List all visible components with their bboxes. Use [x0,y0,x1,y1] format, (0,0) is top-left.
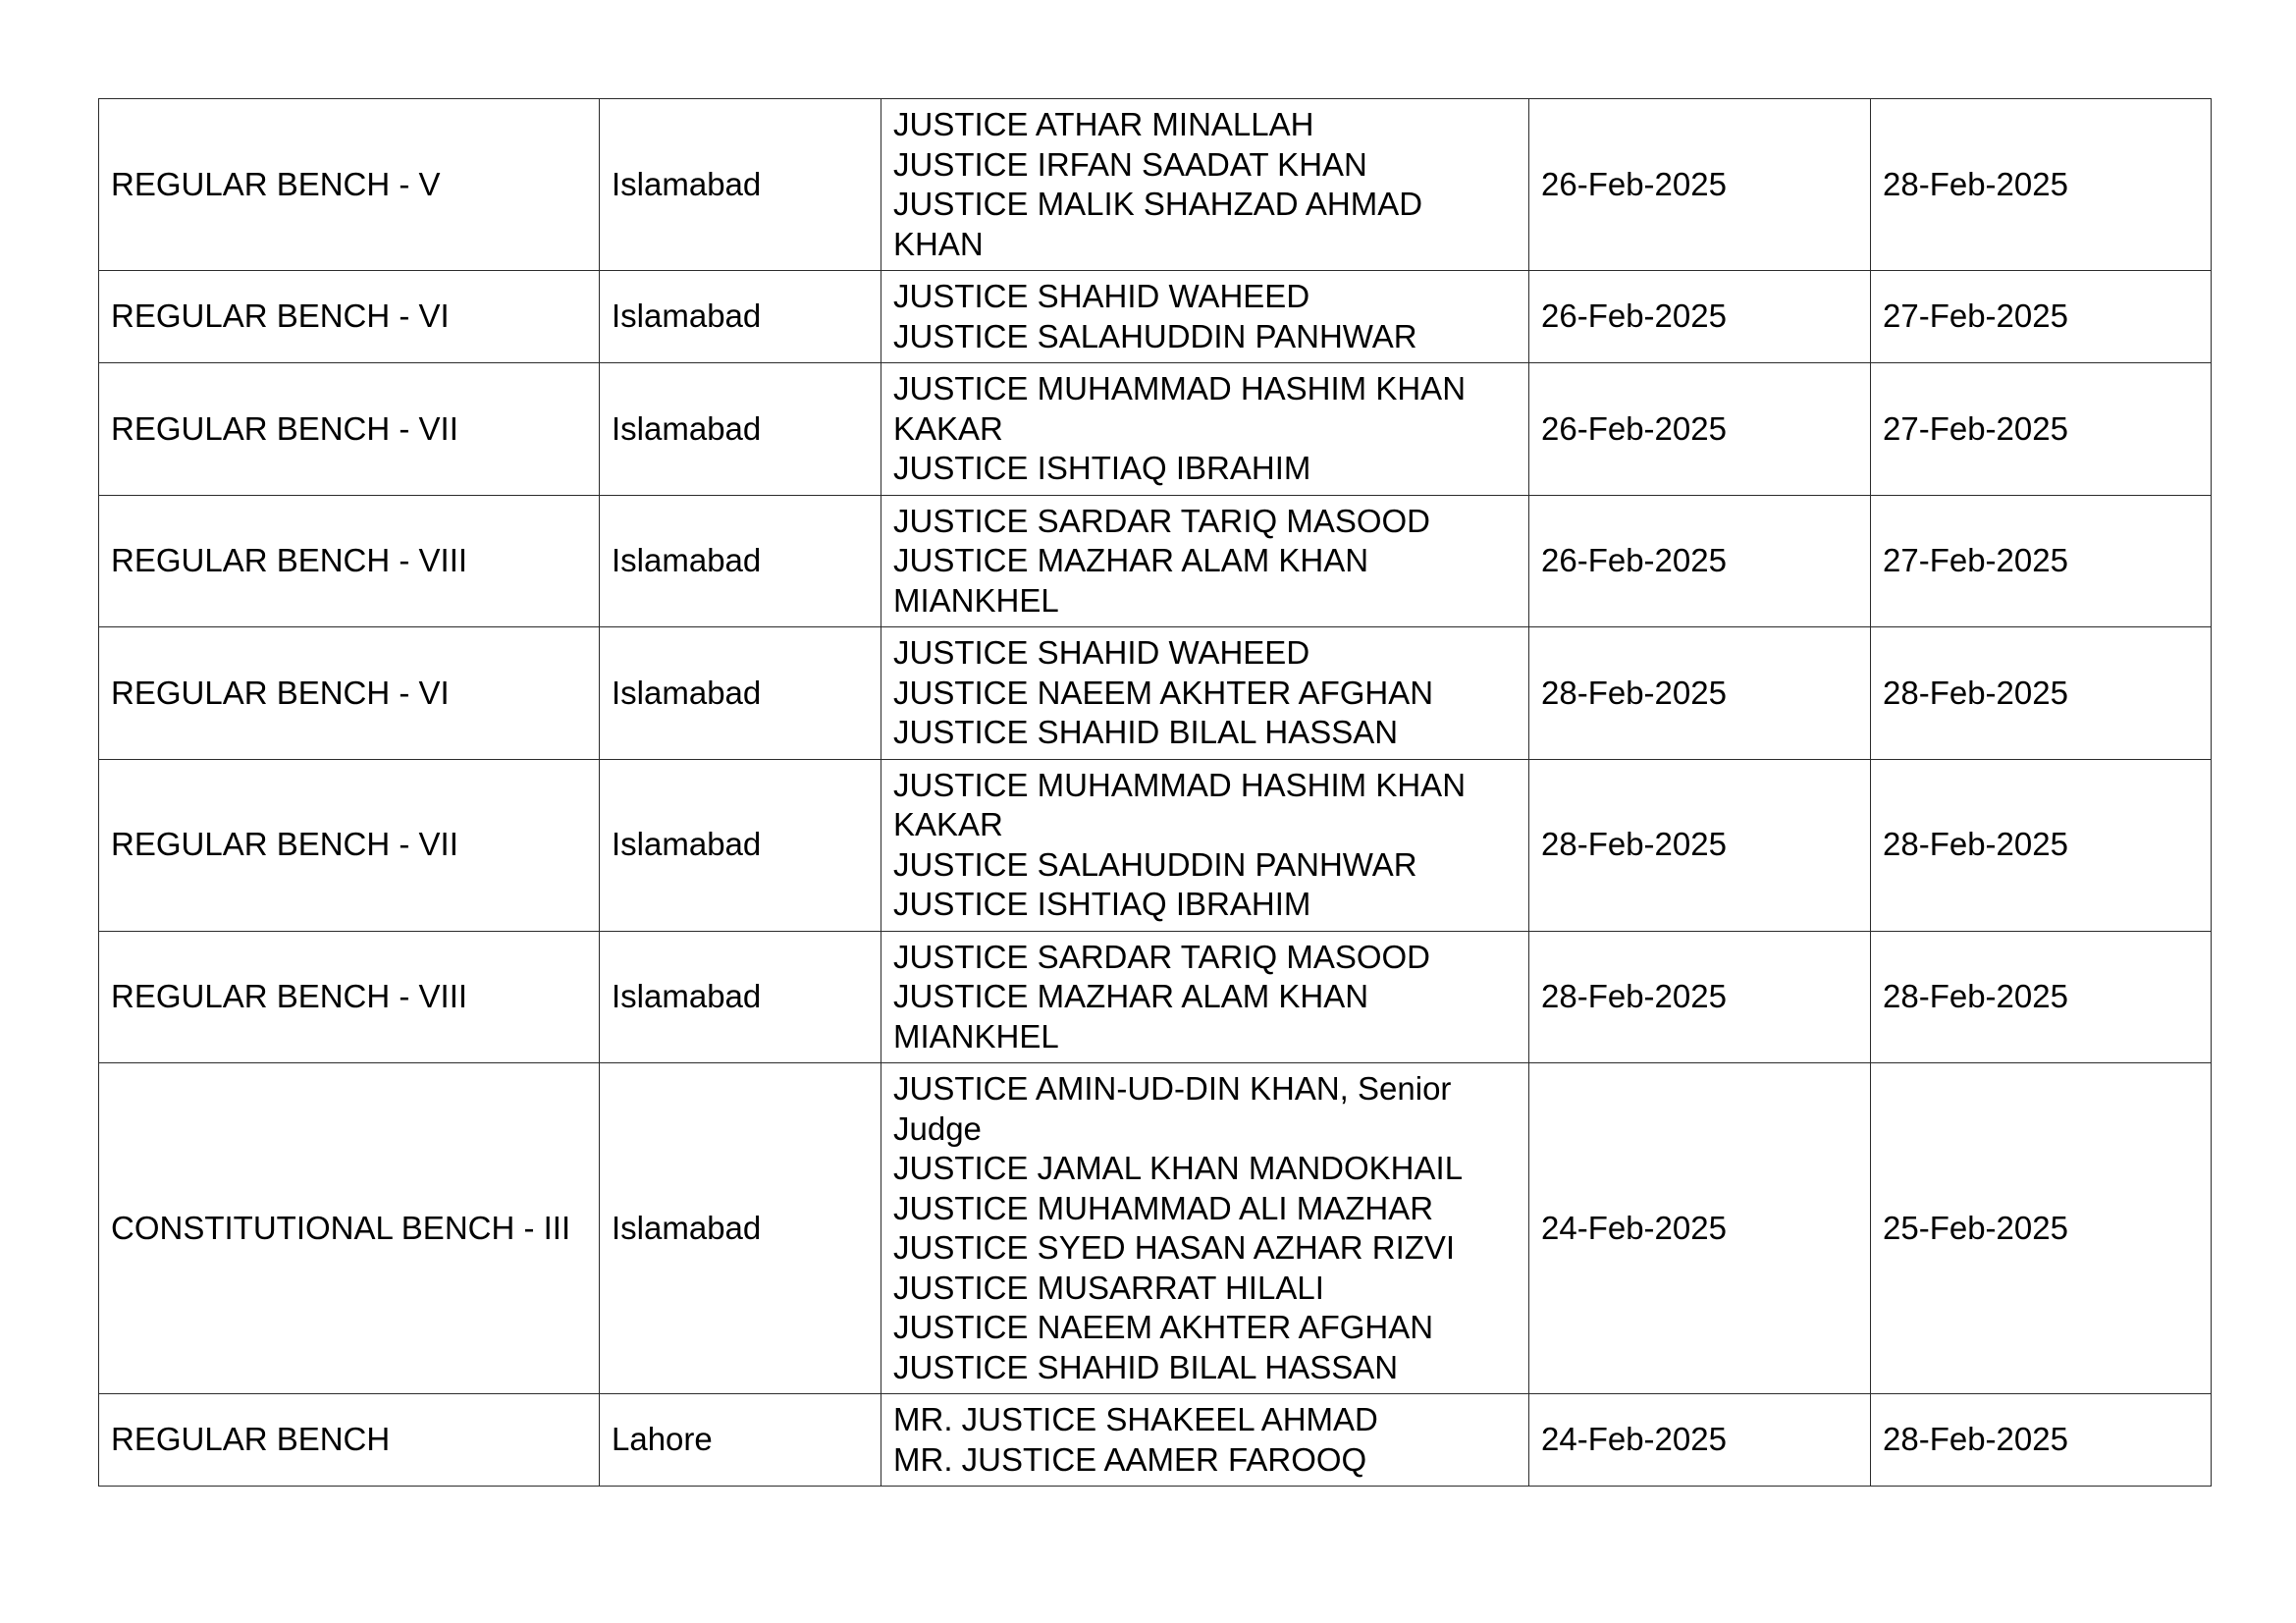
judge-name: JUSTICE MUSARRAT HILALI [893,1269,1324,1306]
judges-cell [881,363,1529,496]
judge-name: JUSTICE NAEEM AKHTER AFGHAN [893,674,1434,711]
judges-cell [881,931,1529,1063]
to-date: 28-Feb-2025 [1871,99,2212,271]
bench-name: REGULAR BENCH - VIII [99,495,600,627]
judge-name: JUSTICE AMIN-UD-DIN KHAN, Senior Judge [893,1070,1452,1147]
table-row [99,99,2212,271]
table-row [99,931,2212,1063]
from-date: 26-Feb-2025 [1529,495,1871,627]
judge-name: JUSTICE JAMAL KHAN MANDOKHAIL [893,1150,1464,1186]
bench-location: Islamabad [600,1063,881,1394]
bench-location: Islamabad [600,99,881,271]
judge-name: JUSTICE SALAHUDDIN PANHWAR [893,845,1417,883]
judge-name: JUSTICE SHAHID BILAL HASSAN [893,1348,1399,1385]
table-row [99,627,2212,760]
from-date: 28-Feb-2025 [1529,759,1871,931]
bench-location: Islamabad [600,363,881,496]
judge-name: JUSTICE SHAHID BILAL HASSAN [893,714,1399,750]
judges-cell [881,1394,1529,1487]
bench-location: Islamabad [600,759,881,931]
from-date: 28-Feb-2025 [1529,931,1871,1063]
bench-name: REGULAR BENCH - VII [99,363,600,496]
bench-name: REGULAR BENCH [99,1394,600,1487]
judge-name: MR. JUSTICE SHAKEEL AHMAD [893,1401,1378,1437]
bench-location: Islamabad [600,271,881,363]
bench-name: REGULAR BENCH - VI [99,271,600,363]
from-date: 24-Feb-2025 [1529,1063,1871,1394]
judges-cell [881,1063,1529,1394]
to-date: 28-Feb-2025 [1871,1394,2212,1487]
judge-name: JUSTICE ISHTIAQ IBRAHIM [893,886,1311,922]
bench-name: REGULAR BENCH - VIII [99,931,600,1063]
judge-name: JUSTICE ATHAR MINALLAH [893,106,1314,142]
judge-name: JUSTICE SHAHID WAHEED [893,278,1310,314]
bench-name: REGULAR BENCH - VII [99,759,600,931]
judge-name: JUSTICE NAEEM AKHTER AFGHAN [893,1309,1434,1345]
bench-location: Islamabad [600,627,881,760]
to-date: 28-Feb-2025 [1871,759,2212,931]
bench-name: REGULAR BENCH - V [99,99,600,271]
to-date: 28-Feb-2025 [1871,627,2212,760]
from-date: 26-Feb-2025 [1529,363,1871,496]
judge-name: JUSTICE MALIK SHAHZAD AHMAD KHAN [893,186,1423,262]
bench-name: CONSTITUTIONAL BENCH - III [99,1063,600,1394]
to-date: 25-Feb-2025 [1871,1063,2212,1394]
from-date: 24-Feb-2025 [1529,1394,1871,1487]
from-date: 26-Feb-2025 [1529,99,1871,271]
judges-cell [881,99,1529,271]
bench-location: Islamabad [600,931,881,1063]
judge-name: JUSTICE SARDAR TARIQ MASOOD [893,502,1431,539]
table-row [99,495,2212,627]
to-date: 27-Feb-2025 [1871,271,2212,363]
judge-name: JUSTICE MUHAMMAD HASHIM KHAN KAKAR [893,370,1467,447]
to-date: 27-Feb-2025 [1871,495,2212,627]
table-row [99,363,2212,496]
table-row [99,271,2212,363]
judge-name: JUSTICE SYED HASAN AZHAR RIZVI [893,1229,1456,1266]
judge-name: JUSTICE SARDAR TARIQ MASOOD [893,938,1431,975]
judges-cell [881,495,1529,627]
judge-name: JUSTICE MAZHAR ALAM KHAN MIANKHEL [893,978,1369,1055]
from-date: 26-Feb-2025 [1529,271,1871,363]
judge-name: JUSTICE MAZHAR ALAM KHAN MIANKHEL [893,542,1369,619]
judges-cell [881,271,1529,363]
bench-location: Islamabad [600,495,881,627]
bench-schedule-table [98,98,2212,1487]
to-date: 28-Feb-2025 [1871,931,2212,1063]
judge-name: JUSTICE IRFAN SAADAT KHAN [893,145,1367,183]
judge-name: JUSTICE MUHAMMAD ALI MAZHAR [893,1189,1434,1226]
bench-location: Lahore [600,1394,881,1487]
from-date: 28-Feb-2025 [1529,627,1871,760]
table-row [99,1394,2212,1487]
table-row [99,1063,2212,1394]
to-date: 27-Feb-2025 [1871,363,2212,496]
bench-name: REGULAR BENCH - VI [99,627,600,760]
judge-name: JUSTICE SALAHUDDIN PANHWAR [893,317,1417,354]
judge-name: MR. JUSTICE AAMER FAROOQ [893,1440,1367,1478]
judge-name: JUSTICE SHAHID WAHEED [893,634,1310,671]
judges-cell [881,759,1529,931]
table-row [99,759,2212,931]
judge-name: JUSTICE ISHTIAQ IBRAHIM [893,450,1311,486]
judge-name: JUSTICE MUHAMMAD HASHIM KHAN KAKAR [893,766,1467,842]
judges-cell [881,627,1529,760]
